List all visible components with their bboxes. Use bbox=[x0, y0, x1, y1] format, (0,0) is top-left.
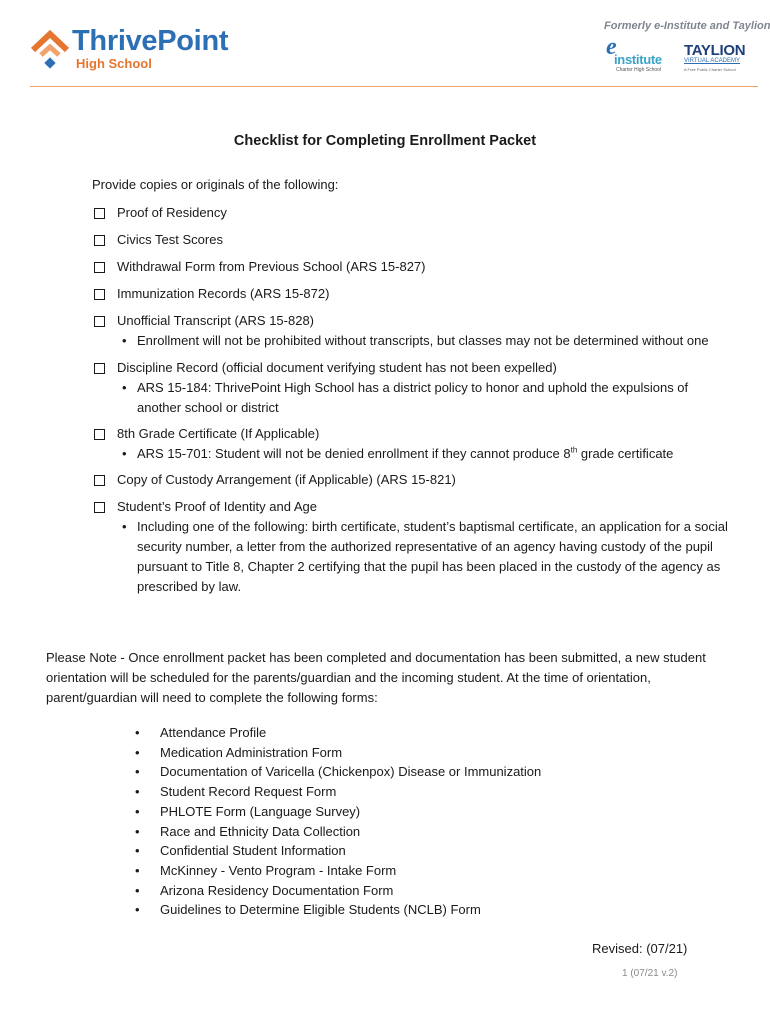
checkbox-icon[interactable] bbox=[94, 429, 105, 440]
thrivepoint-chevron-icon bbox=[30, 28, 70, 70]
checklist-label: Copy of Custody Arrangement (if Applicable) (ARS 15-821) bbox=[117, 472, 456, 487]
checkbox-icon[interactable] bbox=[94, 208, 105, 219]
orientation-note: Please Note - Once enrollment packet has been completed and documentation has been submitted, a new student orientation will be scheduled for the parents/guardian and the incoming student. At the time of orientation, parent/guardian will need to complete the following forms: bbox=[46, 650, 706, 705]
revised-date: Revised: (07/21) bbox=[592, 941, 688, 956]
einstitute-name: institute bbox=[614, 52, 662, 67]
checkbox-icon[interactable] bbox=[94, 475, 105, 486]
checklist-item bbox=[92, 257, 732, 277]
formerly-text: Formerly e-Institute and Taylion bbox=[604, 20, 770, 32]
checklist-label: Proof of Residency bbox=[117, 205, 227, 220]
checklist-item bbox=[92, 284, 732, 304]
checklist-note: • Enrollment will not be prohibited without transcripts, but classes may not be determined without one bbox=[137, 331, 732, 351]
checklist-label: 8th Grade Certificate (If Applicable) bbox=[117, 426, 320, 441]
list-item: • Confidential Student Information bbox=[135, 841, 541, 861]
enrollment-checklist bbox=[92, 203, 732, 597]
list-item: • Student Record Request Form bbox=[135, 782, 541, 802]
logo-title: ThrivePoint bbox=[72, 25, 229, 57]
einstitute-tagline: Charter High School bbox=[616, 67, 662, 73]
einstitute-logo bbox=[606, 34, 668, 73]
checkbox-icon[interactable] bbox=[94, 262, 105, 273]
note-text: grade certificate bbox=[577, 446, 674, 461]
list-item: • Documentation of Varicella (Chickenpox) Disease or Immunization bbox=[135, 762, 541, 782]
orientation-forms-list bbox=[135, 723, 541, 920]
taylion-tagline: A Free Public Charter School bbox=[684, 67, 736, 72]
checklist-subnotes bbox=[117, 331, 732, 351]
checklist-item bbox=[92, 358, 732, 418]
checklist-subnotes bbox=[117, 378, 732, 418]
checklist-item bbox=[92, 424, 732, 464]
checklist-note: • Including one of the following: birth certificate, student’s baptismal certificate, an application for a social security number, a letter from the authorized representative of an agency having custody of the pupil pursuant to Title 8, Chapter 2 certifying that the pupil has been placed in the custody of the agency as prescribed by law. bbox=[137, 517, 732, 597]
taylion-name: TAYLION bbox=[684, 42, 746, 59]
logo-subtitle: High School bbox=[76, 56, 152, 71]
checkbox-icon[interactable] bbox=[94, 363, 105, 374]
list-item: • Arizona Residency Documentation Form bbox=[135, 881, 541, 901]
checklist-item bbox=[92, 470, 732, 490]
checkbox-icon[interactable] bbox=[94, 235, 105, 246]
intro-text: Provide copies or originals of the following: bbox=[92, 177, 339, 192]
checkbox-icon[interactable] bbox=[94, 289, 105, 300]
thrivepoint-logo bbox=[30, 26, 270, 76]
note-superscript: th bbox=[570, 445, 578, 455]
list-item: • Medication Administration Form bbox=[135, 743, 541, 763]
document-title: Checklist for Completing Enrollment Packet bbox=[233, 133, 537, 149]
checklist-label: Immunization Records (ARS 15-872) bbox=[117, 286, 330, 301]
note-text: ARS 15-701: Student will not be denied enrollment if they cannot produce 8 bbox=[137, 446, 571, 461]
checklist-note bbox=[137, 444, 732, 464]
list-item: • Guidelines to Determine Eligible Students (NCLB) Form bbox=[135, 900, 541, 920]
checkbox-icon[interactable] bbox=[94, 316, 105, 327]
list-item: • McKinney - Vento Program - Intake Form bbox=[135, 861, 541, 881]
list-item: • Race and Ethnicity Data Collection bbox=[135, 822, 541, 842]
checklist-label: Unofficial Transcript (ARS 15-828) bbox=[117, 313, 315, 328]
list-item: • PHLOTE Form (Language Survey) bbox=[135, 802, 541, 822]
list-item: • Attendance Profile bbox=[135, 723, 541, 743]
checklist-item bbox=[92, 497, 732, 597]
checklist-label: Civics Test Scores bbox=[117, 232, 223, 247]
checklist-label: Discipline Record (official document verifying student has not been expelled) bbox=[117, 360, 557, 375]
checklist-item bbox=[92, 203, 732, 223]
checklist-item bbox=[92, 311, 732, 351]
checkbox-icon[interactable] bbox=[94, 502, 105, 513]
checklist-subnotes bbox=[117, 517, 732, 597]
checklist-label: Withdrawal Form from Previous School (ARS 15-827) bbox=[117, 259, 426, 274]
page-number: 1 (07/21 v.2) bbox=[622, 968, 678, 979]
checklist-item bbox=[92, 230, 732, 250]
taylion-logo bbox=[684, 42, 748, 74]
checklist-note: • ARS 15-184: ThrivePoint High School has a district policy to honor and uphold the expulsions of another school or district bbox=[137, 378, 732, 418]
checklist-label: Student’s Proof of Identity and Age bbox=[117, 499, 317, 514]
header-divider bbox=[30, 86, 758, 87]
checklist-subnotes bbox=[117, 444, 732, 464]
taylion-subtitle: VIRTUAL ACADEMY bbox=[684, 58, 741, 64]
einstitute-e: e bbox=[606, 34, 617, 60]
